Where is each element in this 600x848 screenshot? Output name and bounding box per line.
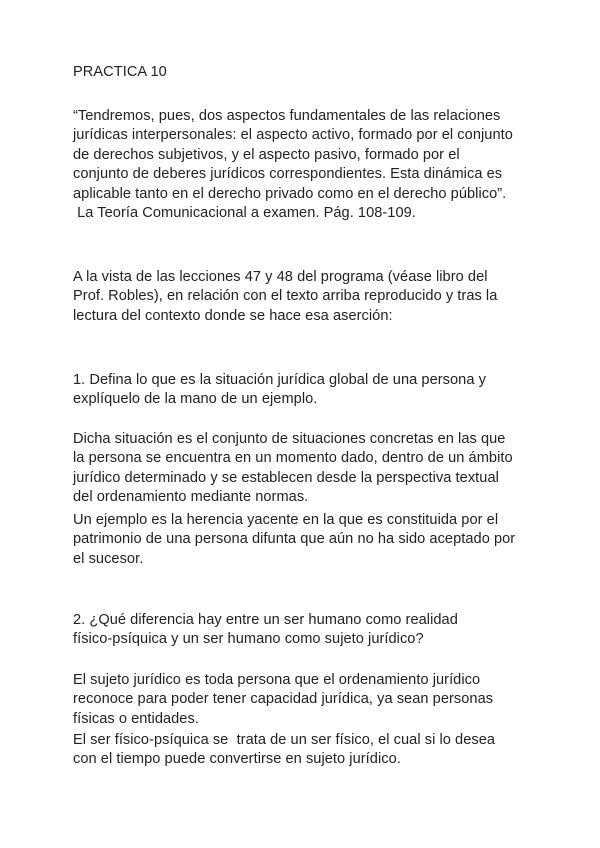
quote-paragraph (73, 107, 543, 223)
answer-line: jurídico determinado y se establecen desde la perspectiva textual (73, 469, 499, 486)
question-2 (73, 611, 543, 650)
title-text: PRACTICA 10 (73, 64, 167, 80)
question-1 (73, 371, 543, 410)
answer-line: el sucesor. (73, 550, 144, 567)
answer-line: El ser físico-psíquica se trata de un ser físico, el cual si lo desea (73, 732, 496, 748)
quote-source: La Teoría Comunicacional a examen. Pág. 108-109. (73, 205, 416, 222)
document-title (73, 63, 543, 82)
answer-line: Dicha situación es el conjunto de situaciones concretas en las que (73, 431, 506, 447)
quote-line: de derechos subjetivos, y el aspecto pasivo, formado por el (73, 146, 460, 163)
answer-1-paragraph-2 (73, 511, 543, 569)
quote-line: aplicable tanto en el derecho privado como en el derecho público”. (73, 185, 507, 202)
intro-line: lectura del contexto donde se hace esa aserción: (73, 307, 393, 324)
quote-line: jurídicas interpersonales: el aspecto activo, formado por el conjunto (73, 127, 513, 144)
question-line: 2. ¿Qué diferencia hay entre un ser humano como realidad (73, 612, 458, 628)
question-line: 1. Defina lo que es la situación jurídica global de una persona y (73, 372, 486, 388)
quote-line: “Tendremos, pues, dos aspectos fundamentales de las relaciones (73, 108, 501, 124)
answer-line: con el tiempo puede convertirse en sujeto jurídico. (73, 751, 401, 768)
answer-2-paragraph-2 (73, 731, 543, 770)
answer-line: El sujeto jurídico es toda persona que el ordenamiento jurídico (73, 672, 481, 688)
answer-line: Un ejemplo es la herencia yacente en la que es constituida por el (73, 512, 499, 528)
answer-2-paragraph-1 (73, 671, 543, 729)
answer-line: la persona se encuentra en un momento dado, dentro de un ámbito (73, 450, 513, 467)
answer-line: reconoce para poder tener capacidad jurídica, ya sean personas (73, 691, 494, 708)
answer-line: patrimonio de una persona difunta que aún no ha sido aceptado por (73, 531, 516, 548)
question-line: físico-psíquica y un ser humano como sujeto jurídico? (73, 631, 424, 648)
question-line: explíquelo de la mano de un ejemplo. (73, 391, 318, 408)
intro-paragraph (73, 268, 543, 326)
answer-line: físicas o entidades. (73, 710, 199, 727)
intro-line: A la vista de las lecciones 47 y 48 del programa (véase libro del (73, 269, 488, 285)
intro-line: Prof. Robles), en relación con el texto arriba reproducido y tras la (73, 288, 498, 305)
quote-line: conjunto de deberes jurídicos correspondientes. Esta dinámica es (73, 166, 503, 183)
answer-1-paragraph-1 (73, 430, 543, 508)
answer-line: del ordenamiento mediante normas. (73, 489, 309, 506)
